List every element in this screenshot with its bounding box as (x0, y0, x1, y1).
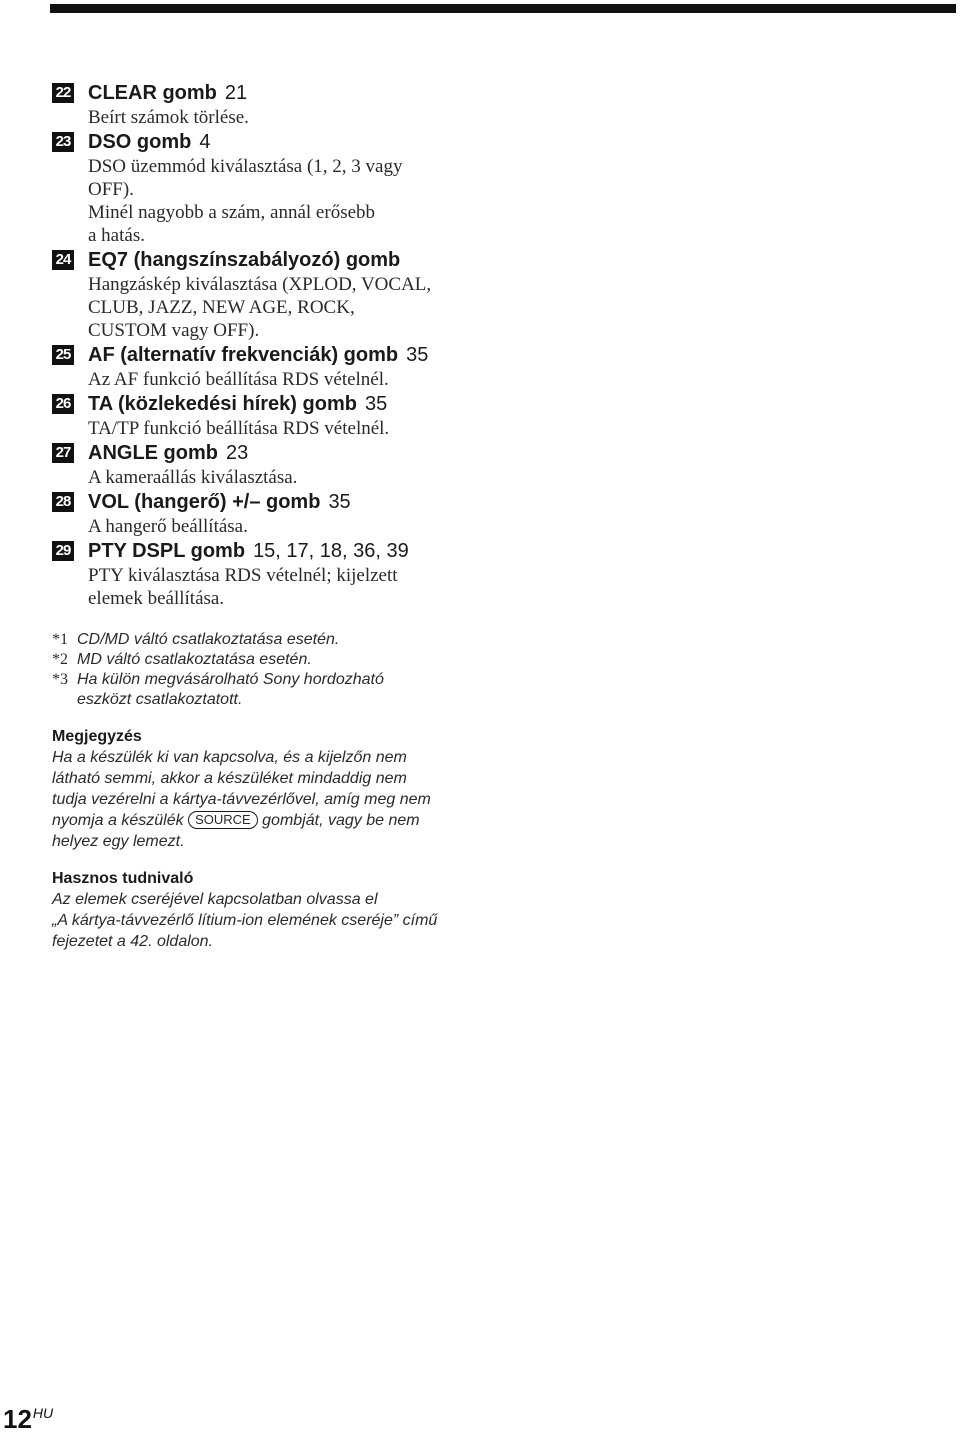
item-page-ref: 35 (406, 344, 429, 366)
page-number (3, 1404, 53, 1435)
item-description: Hangzáskép kiválasztása (XPLOD, VOCAL, (88, 274, 432, 295)
list-item (52, 489, 572, 538)
note-text (52, 747, 572, 852)
item-description: CUSTOM vagy OFF). (88, 320, 260, 341)
item-name: CLEAR gomb (88, 82, 217, 104)
item-title (88, 342, 572, 368)
item-number-badge: 22 (52, 83, 74, 103)
footnote-text: Ha külön megvásárolható Sony hordozható (77, 671, 384, 688)
item-name: PTY DSPL gomb (88, 540, 246, 562)
item-name: ANGLE gomb (88, 442, 218, 464)
tip-line: fejezetet a 42. oldalon. (52, 933, 214, 950)
item-name: TA (közlekedési hírek) gomb (88, 393, 357, 415)
note-text-segment: nyomja a készülék (52, 812, 184, 829)
item-description: CLUB, JAZZ, NEW AGE, ROCK, (88, 297, 355, 318)
item-number-badge: 24 (52, 250, 74, 270)
footnote-mark: *3 (52, 671, 68, 688)
content-column (52, 80, 572, 952)
item-description: Beírt számok törlése. (88, 107, 249, 128)
item-title (88, 391, 572, 417)
note-line: Ha a készülék ki van kapcsolva, és a kijelzőn nem (52, 749, 407, 766)
item-number-badge: 25 (52, 345, 74, 365)
note-line: helyez egy lemezt. (52, 833, 185, 850)
item-title (88, 80, 572, 106)
tip-block (52, 868, 572, 952)
tip-text (52, 889, 572, 952)
item-description: Minél nagyobb a szám, annál erősebb (88, 202, 376, 223)
footnote-text: eszközt csatlakoztatott. (77, 691, 243, 708)
list-item (52, 538, 572, 610)
item-name: VOL (hangerő) +/– gomb (88, 491, 321, 513)
footnote (52, 650, 572, 670)
item-description: A kameraállás kiválasztása. (88, 467, 298, 488)
page-number-value: 12 (3, 1404, 32, 1434)
list-item (52, 440, 572, 489)
list-item (52, 342, 572, 391)
note-block (52, 726, 572, 852)
item-page-ref: 23 (226, 442, 249, 464)
item-title (88, 538, 572, 564)
item-description: DSO üzemmód kiválasztása (1, 2, 3 vagy (88, 156, 403, 177)
list-item (52, 129, 572, 247)
note-line: látható semmi, akkor a készüléket mindaddig nem (52, 770, 407, 787)
footnote-text: CD/MD váltó csatlakoztatása esetén. (77, 631, 340, 648)
tip-heading: Hasznos tudnivaló (52, 870, 194, 887)
item-number-badge: 27 (52, 443, 74, 463)
item-description: OFF). (88, 179, 134, 200)
footnote-list (52, 630, 572, 710)
footnote-mark: *1 (52, 631, 68, 648)
item-list (52, 80, 572, 610)
note-line (52, 810, 572, 831)
item-page-ref: 21 (224, 82, 248, 104)
footnote-mark: *2 (52, 651, 68, 668)
tip-line: Az elemek cseréjével kapcsolatban olvassa el (52, 891, 378, 908)
item-description: a hatás. (88, 225, 145, 246)
item-description: TA/TP funkció beállítása RDS vételnél. (88, 418, 390, 439)
source-button-label: SOURCE (188, 811, 258, 829)
item-name: DSO gomb (88, 131, 192, 153)
item-description: PTY kiválasztása RDS vételnél; kijelzett (88, 565, 398, 586)
page-language-code: HU (32, 1405, 54, 1421)
item-title (88, 129, 572, 155)
list-item (52, 247, 572, 342)
item-name: AF (alternatív frekvenciák) gomb (88, 344, 399, 366)
item-page-ref: 4 (199, 131, 211, 153)
footnote (52, 670, 572, 710)
header-bar (50, 4, 956, 13)
footnote-text: MD váltó csatlakoztatása esetén. (77, 651, 312, 668)
item-number-badge: 28 (52, 492, 74, 512)
item-page-ref: 35 (364, 393, 388, 415)
item-title (88, 247, 572, 273)
note-line: tudja vezérelni a kártya-távvezérlővel, amíg meg nem (52, 791, 431, 808)
item-page-ref: 15, 17, 18, 36, 39 (253, 540, 409, 562)
item-name: EQ7 (hangszínszabályozó) gomb (88, 249, 401, 271)
item-description: A hangerő beállítása. (88, 516, 248, 537)
item-number-badge: 23 (52, 132, 74, 152)
item-page-ref: 35 (328, 491, 351, 513)
list-item (52, 80, 572, 129)
note-heading: Megjegyzés (52, 728, 142, 745)
note-text-segment: gombját, vagy be nem (262, 812, 420, 829)
list-item (52, 391, 572, 440)
item-description: elemek beállítása. (88, 588, 225, 609)
item-description: Az AF funkció beállítása RDS vételnél. (88, 369, 389, 390)
item-number-badge: 26 (52, 394, 74, 414)
tip-line: „A kártya-távvezérlő lítium-ion elemének cseréje” című (52, 912, 438, 929)
item-title (88, 440, 572, 466)
item-number-badge: 29 (52, 541, 74, 561)
footnote (52, 630, 572, 650)
item-title (88, 489, 572, 515)
